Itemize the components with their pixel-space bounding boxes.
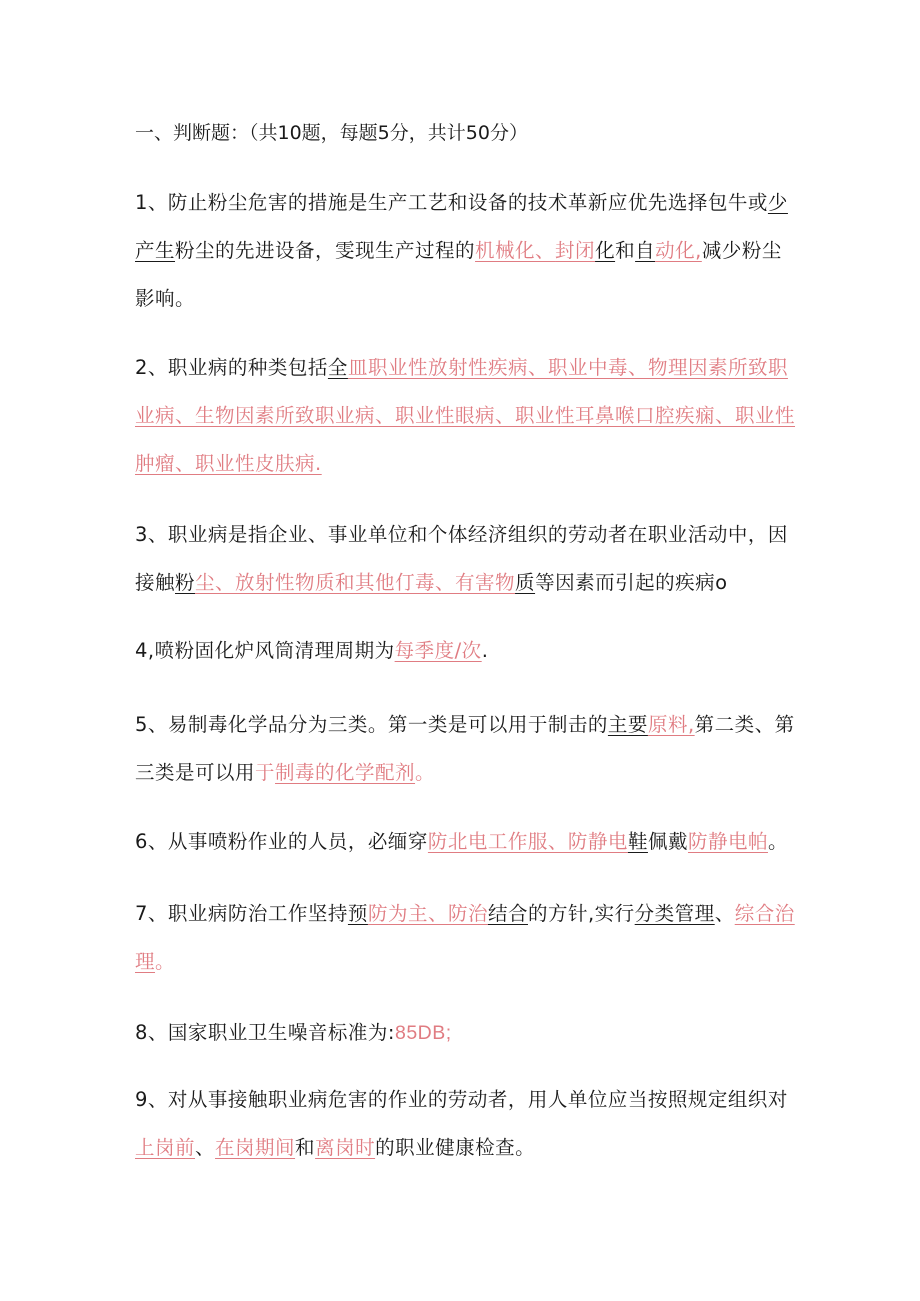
question-1-text-1: 1、防止粉尘危害的措施是生产工艺和设备的技术革新应优先选择包牛或 [135,191,768,214]
question-7-answer-5: 综合治理 [135,902,795,973]
question-5-answer-5: 。 [415,761,436,784]
question-8 [135,1009,795,1057]
question-3-answer-2: 尘、放射性物质和其他仃毒、有害物 [195,571,516,594]
question-6-text-1: 6、从事喷粉作业的人员，必缅穿 [135,830,428,853]
question-7-answer-1: 预 [347,902,368,925]
question-2-text-1: 2、职业病的种类包括 [135,356,328,379]
question-9-answer-1: 上岗前 [135,1136,196,1159]
question-1-answer-4: 化 [595,239,616,262]
question-2-answer-1: 全 [327,356,348,379]
question-9-answer-2: 在岗期间 [215,1136,296,1159]
question-3-answer-1: 粉 [175,571,196,594]
question-1-text-3: 和 [615,239,636,262]
question-7-answer-2: 防为主、防治 [367,902,488,925]
question-7-answer-6: 。 [155,950,176,973]
question-1-answer-3: 封闭 [555,239,596,262]
question-1-answer-2: 机械化、 [475,239,556,262]
question-4 [135,627,795,675]
question-8-text-1: 8、国家职业卫生噪音标准为: [135,1021,395,1044]
question-7-text-1: 7、职业病防治工作坚持 [135,902,348,925]
question-7-answer-4: 分类管理 [634,902,715,925]
question-9 [135,1076,795,1172]
question-9-text-4: 的职业健康检查。 [375,1136,536,1159]
question-7-answer-3: 结合 [487,902,528,925]
question-4-answer-1: 每季度/次 [394,639,482,662]
question-8-answer-1: 85DB; [394,1022,452,1044]
question-7-text-2: 的方针,实行 [527,902,635,925]
question-1-text-2: 粉尘的先进设备，雯现生产过程的 [175,239,476,262]
question-6-text-3: 。 [767,830,788,853]
question-2 [135,344,795,488]
question-1-text-4: 减少粉尘影响。 [135,239,782,310]
question-1 [135,179,795,323]
question-1-answer-1: 少产生 [135,191,788,262]
section-heading: 一、判断题：（共10题，每题5分，共计50分） [135,122,528,144]
question-6-answer-2: 鞋 [627,830,648,853]
question-2-answer-2: 皿职业性放射性疾病、职业中毒、物理因素所致职业病、生物因素所致职业病、职业性眼病、职业性耳鼻喉口腔疾痫、职业性肿瘤、职业性皮肤病. [135,356,796,475]
question-3-text-2: 等因素而引起的疾病o [535,571,728,594]
question-3-answer-3: 质 [515,571,536,594]
question-3-text-1: 3、职业病是指企业、事业单位和个体经济组织的劳动者在职业活动中，因接触 [135,523,788,594]
question-3 [135,511,795,607]
question-4-text-1: 4,喷粉固化炉风筒清理周期为 [135,639,395,662]
question-5-answer-2: 原料, [647,713,695,736]
question-6-answer-1: 防北电工作服、防静电 [427,830,628,853]
question-5-answer-1: 主要 [607,713,648,736]
question-9-text-2: 、 [195,1136,216,1159]
question-6-text-2: 佩戴 [647,830,688,853]
question-6-answer-3: 防静电帕 [687,830,768,853]
question-5-text-1: 5、易制毒化学品分为三类。第一类是可以用于制击的 [135,713,608,736]
question-9-text-1: 9、对从事接触职业病危害的作业的劳动者，用人单位应当按照规定组织对 [135,1088,788,1111]
question-5-answer-3: 于 [255,761,276,784]
question-1-answer-6: 动化, [655,239,702,262]
question-5 [135,701,795,797]
question-6 [135,818,795,866]
question-7-text-3: 、 [714,902,735,925]
question-9-answer-3: 离岗时 [315,1136,376,1159]
question-1-answer-5: 自 [635,239,656,262]
question-5-text-2: 第二类、第三类是可以用 [135,713,795,784]
question-5-answer-4: 制毒的化学配剂 [275,761,416,784]
question-7 [135,890,795,986]
question-9-text-3: 和 [295,1136,316,1159]
question-4-text-2: . [481,639,489,662]
